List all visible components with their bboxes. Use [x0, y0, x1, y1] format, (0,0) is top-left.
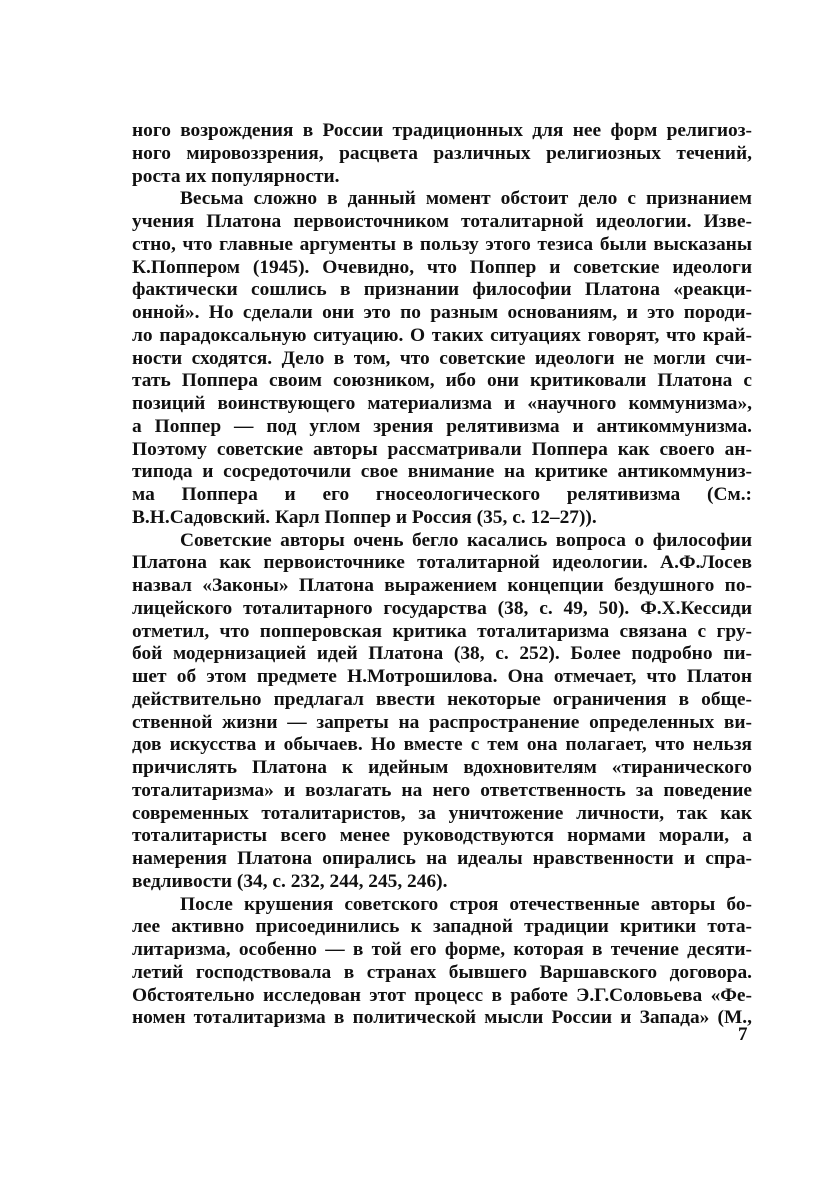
text-line: литаризма, особенно — в той его форме, которая в течение десяти-: [132, 939, 752, 960]
text-line: летий господствовала в странах бывшего Варшавского договора.: [132, 961, 752, 983]
text-line: После крушения советского строя отечественные авторы бо-: [180, 893, 752, 915]
text-line: лее активно присоединились к западной традиции критики тота-: [132, 916, 752, 938]
page-number: 7: [738, 1024, 748, 1045]
text-line: действительно предлагал ввести некоторые ограничения в обще-: [132, 688, 752, 710]
text-line: дов искусства и обычаев. Но вместе с тем она полагает, что нельзя: [132, 734, 752, 756]
text-line: К.Поппером (1945). Очевидно, что Поппер и советские идеологи: [132, 256, 752, 278]
text-line: ности сходятся. Дело в том, что советские идеологи не могли счи-: [132, 347, 752, 369]
text-line: учения Платона первоисточником тоталитарной идеологии. Изве-: [132, 211, 752, 232]
text-line: ло парадоксальную ситуацию. О таких ситуациях говорят, что край-: [132, 324, 752, 346]
text-line: ведливости (34, с. 232, 244, 245, 246).: [132, 870, 448, 892]
text-line: роста их популярности.: [132, 165, 340, 187]
text-line: номен тоталитаризма в политической мысли России и Запада» (М.,: [132, 1007, 752, 1029]
text-line: ма Поппера и его гносеологического релятивизма (См.:: [132, 484, 752, 505]
text-line: фактически сошлись в признании философии Платона «реакци-: [132, 279, 752, 301]
text-line: шет об этом предмете Н.Мотрошилова. Она отмечает, что Платон: [132, 666, 752, 687]
text-line: ного мировоззрения, расцвета различных религиозных течений,: [132, 142, 752, 164]
text-line: тоталитаристы всего менее руководствуются нормами морали, а: [132, 825, 752, 847]
text-line: Платона как первоисточнике тоталитарной идеологии. А.Ф.Лосев: [132, 552, 752, 574]
text-line: онной». Но сделали они это по разным основаниям, и это породи-: [132, 302, 752, 323]
text-line: современных тоталитаристов, за уничтожение личности, так как: [132, 802, 752, 824]
text-line: отметил, что попперовская критика тоталитаризма связана с гру-: [132, 620, 752, 642]
text-line: Поэтому советские авторы рассматривали Поппера как своего ан-: [132, 438, 752, 460]
body-text: [132, 120, 752, 1030]
text-line: лицейского тоталитарного государства (38, с. 49, 50). Ф.Х.Кессиди: [132, 597, 752, 619]
text-line: бой модернизацией идей Платона (38, с. 252). Более подробно пи-: [132, 643, 752, 665]
text-line: назвал «Законы» Платона выражением концепции бездушного по-: [132, 575, 752, 596]
text-line: Советские авторы очень бегло касались вопроса о философии: [180, 529, 752, 551]
text-line: ственной жизни — запреты на распространение определенных ви-: [132, 711, 752, 733]
text-line: а Поппер — под углом зрения релятивизма и антикоммунизма.: [132, 415, 752, 437]
text-line: Весьма сложно в данный момент обстоит дело с признанием: [180, 188, 752, 210]
text-line: тоталитаризма» и возлагать на него ответственность за поведение: [132, 779, 752, 801]
text-line: позиций воинствующего материализма и «научного коммунизма»,: [132, 393, 752, 414]
text-line: причислять Платона к идейным вдохновителям «тиранического: [132, 757, 752, 778]
text-line: тать Поппера своим союзником, ибо они критиковали Платона с: [132, 370, 752, 392]
text-line: ного возрождения в России традиционных для нее форм религиоз-: [132, 120, 752, 141]
text-line: типода и сосредоточили свое внимание на критике антикоммуниз-: [132, 461, 752, 483]
text-line: Обстоятельно исследован этот процесс в работе Э.Г.Соловьева «Фе-: [132, 984, 752, 1006]
text-line: намерения Платона опирались на идеалы нравственности и спра-: [132, 848, 752, 869]
text-line: стно, что главные аргументы в пользу этого тезиса были высказаны: [132, 233, 752, 255]
text-line: В.Н.Садовский. Карл Поппер и Россия (35, с. 12–27)).: [132, 506, 597, 528]
